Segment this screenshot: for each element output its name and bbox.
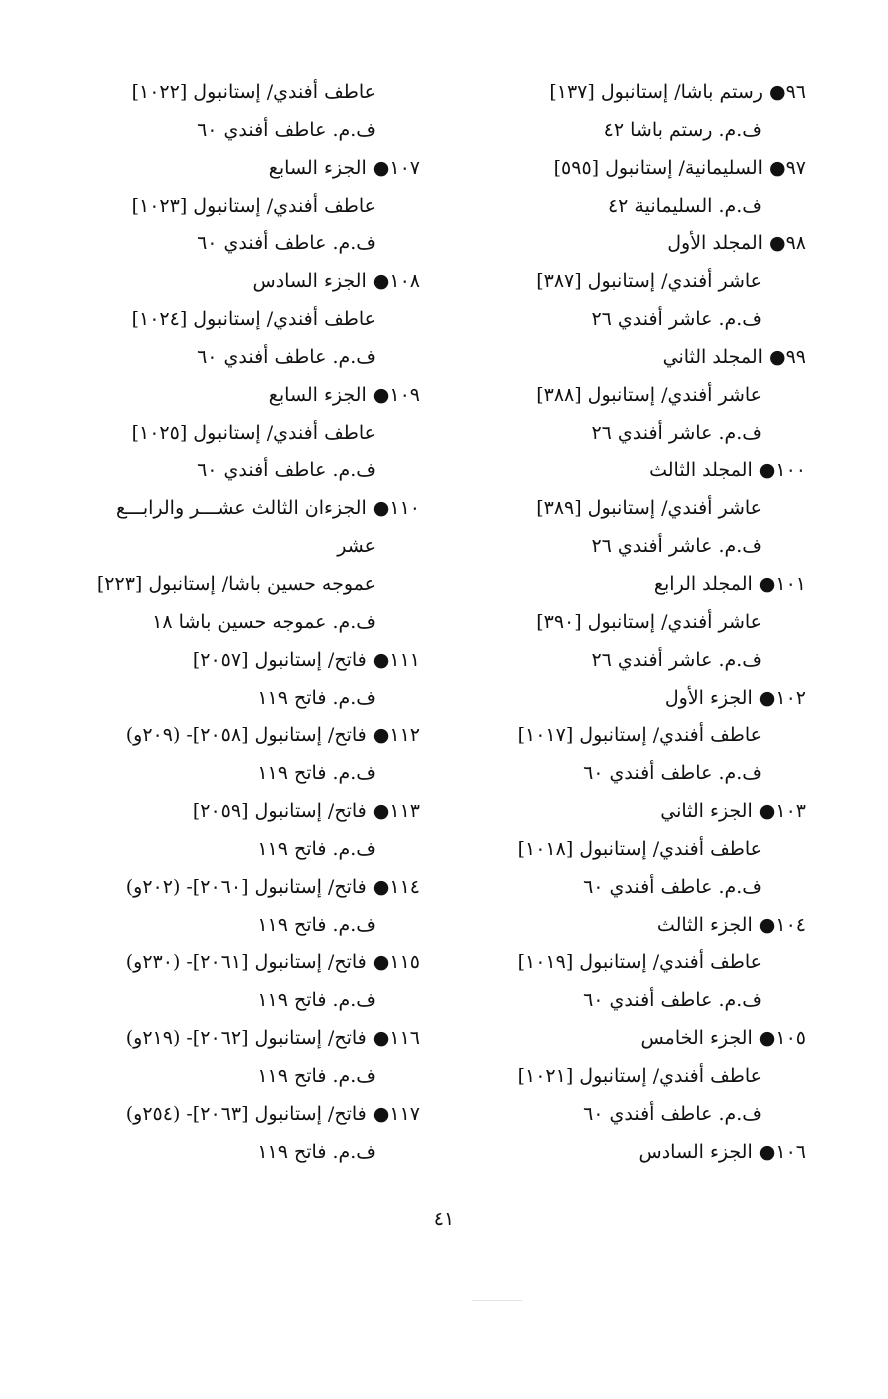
entry-heading: ٩٧● السليمانية/ إستانبول [٥٩٥] bbox=[553, 156, 806, 179]
entry-line: عاشر أفندي/ إستانبول [٣٨٩] bbox=[536, 497, 762, 520]
entry-reference: ف.م. عاطف أفندي ٦٠ bbox=[197, 345, 376, 368]
entry-reference: ف.م. عاطف أفندي ٦٠ bbox=[583, 1102, 762, 1125]
entry-reference: ف.م. فاتح ١١٩ bbox=[257, 1064, 376, 1087]
entry-heading: ١١٧● فاتح/ إستانبول [٢٠٦٣]- (٢٥٤و) bbox=[125, 1102, 420, 1125]
entry-heading: ٩٨● المجلد الأول bbox=[667, 232, 806, 255]
entry-reference: ف.م. فاتح ١١٩ bbox=[257, 837, 376, 860]
entry-heading: ١٠٠● المجلد الثالث bbox=[649, 459, 806, 482]
right-column bbox=[486, 74, 806, 1171]
entry-line: عاطف أفندي/ إستانبول [١٠١٨] bbox=[517, 837, 762, 860]
entry-heading: ١١٤● فاتح/ إستانبول [٢٠٦٠]- (٢٠٢و) bbox=[125, 875, 420, 898]
entry-heading: ١١٢● فاتح/ إستانبول [٢٠٥٨]- (٢٠٩و) bbox=[125, 724, 420, 747]
entry-heading: ١٠٥● الجزء الخامس bbox=[640, 1027, 806, 1050]
entry-reference: ف.م. عاطف أفندي ٦٠ bbox=[583, 989, 762, 1012]
entry-line: عاطف أفندي/ إستانبول [١٠٢٤] bbox=[131, 308, 376, 331]
entry-heading: ١٠١● المجلد الرابع bbox=[653, 572, 806, 595]
entry-line: عموجه حسين باشا/ إستانبول [٢٢٣] bbox=[96, 572, 376, 595]
entry-line: عاشر أفندي/ إستانبول [٣٨٧] bbox=[536, 270, 762, 293]
entry-reference: ف.م. فاتح ١١٩ bbox=[257, 686, 376, 709]
scan-speck bbox=[472, 1300, 522, 1301]
entry-line: عاشر أفندي/ إستانبول [٣٨٨] bbox=[536, 383, 762, 406]
entry-line: عاشر أفندي/ إستانبول [٣٩٠] bbox=[536, 610, 762, 633]
entry-line: عاطف أفندي/ إستانبول [١٠١٩] bbox=[517, 951, 762, 974]
entry-line: عاطف أفندي/ إستانبول [١٠٢١] bbox=[517, 1064, 762, 1087]
entry-heading: ١٠٢● الجزء الأول bbox=[664, 686, 806, 709]
entry-heading: ١١٥● فاتح/ إستانبول [٢٠٦١]- (٢٣٠و) bbox=[125, 951, 420, 974]
entry-heading: ١١٠● الجزءان الثالث عشـــر والرابـــع bbox=[116, 497, 420, 520]
entry-heading: ١٠٣● الجزء الثاني bbox=[660, 800, 806, 823]
left-column bbox=[75, 74, 420, 1171]
entry-reference: ف.م. عاطف أفندي ٦٠ bbox=[583, 762, 762, 785]
entry-heading: ١١٦● فاتح/ إستانبول [٢٠٦٢]- (٢١٩و) bbox=[125, 1027, 420, 1050]
entry-reference: ف.م. رستم باشا ٤٢ bbox=[603, 118, 762, 141]
entry-line: عاطف أفندي/ إستانبول [١٠٢٥] bbox=[131, 421, 376, 444]
entry-reference: ف.م. عاطف أفندي ٦٠ bbox=[197, 232, 376, 255]
entry-line: عاطف أفندي/ إستانبول [١٠٢٣] bbox=[131, 194, 376, 217]
entry-reference: ف.م. عموجه حسين باشا ١٨ bbox=[152, 610, 376, 633]
entry-heading: ٩٦● رستم باشا/ إستانبول [١٣٧] bbox=[549, 81, 806, 103]
entry-reference: ف.م. عاطف أفندي ٦٠ bbox=[197, 118, 376, 141]
entry-reference: ف.م. عاشر أفندي ٢٦ bbox=[591, 648, 762, 671]
entry-heading: ١١١● فاتح/ إستانبول [٢٠٥٧] bbox=[192, 648, 420, 671]
entry-heading: ١٠٧● الجزء السابع bbox=[268, 156, 420, 179]
entry-heading: ١٠٨● الجزء السادس bbox=[252, 270, 420, 293]
entry-reference: ف.م. عاشر أفندي ٢٦ bbox=[591, 308, 762, 331]
entry-heading: ١١٣● فاتح/ إستانبول [٢٠٥٩] bbox=[192, 800, 420, 823]
entry-heading: ١٠٦● الجزء السادس bbox=[638, 1140, 806, 1163]
entry-heading: ١٠٩● الجزء السابع bbox=[268, 383, 420, 406]
entry-heading: ٩٩● المجلد الثاني bbox=[662, 345, 806, 368]
entry-reference: ف.م. عاشر أفندي ٢٦ bbox=[591, 421, 762, 444]
entry-heading: ١٠٤● الجزء الثالث bbox=[656, 913, 806, 936]
entry-line: عاطف أفندي/ إستانبول [١٠٢٢] bbox=[131, 81, 376, 103]
entry-reference: ف.م. السليمانية ٤٢ bbox=[607, 194, 762, 217]
page-number: ٤١ bbox=[433, 1208, 455, 1230]
entry-reference: ف.م. عاطف أفندي ٦٠ bbox=[583, 875, 762, 898]
entry-reference: ف.م. فاتح ١١٩ bbox=[257, 762, 376, 785]
entry-reference: ف.م. فاتح ١١٩ bbox=[257, 913, 376, 936]
entry-reference: ف.م. عاطف أفندي ٦٠ bbox=[197, 459, 376, 482]
entry-reference: ف.م. عاشر أفندي ٢٦ bbox=[591, 535, 762, 558]
entry-line: عشر bbox=[337, 535, 376, 558]
entry-line: عاطف أفندي/ إستانبول [١٠١٧] bbox=[517, 724, 762, 747]
entry-reference: ف.م. فاتح ١١٩ bbox=[257, 1140, 376, 1163]
entry-reference: ف.م. فاتح ١١٩ bbox=[257, 989, 376, 1012]
